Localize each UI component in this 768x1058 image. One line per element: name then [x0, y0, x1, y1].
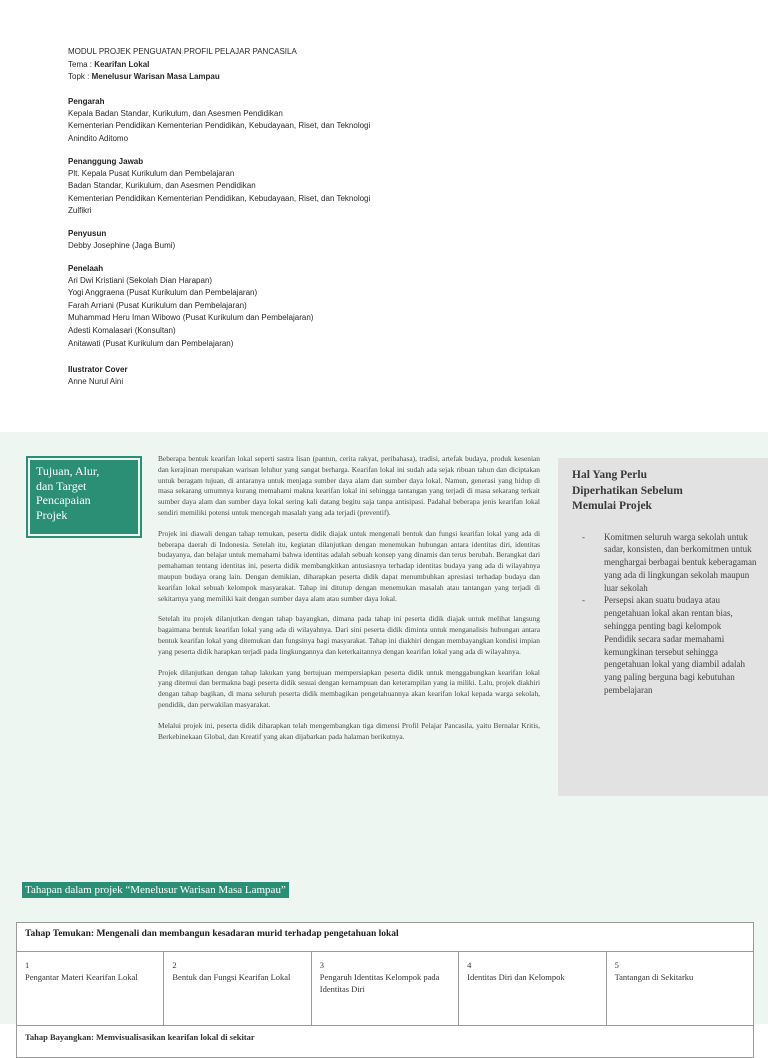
module-title: MODUL PROJEK PENGUATAN PROFIL PELAJAR PANCASILA — [68, 47, 297, 56]
dash-bullet: - — [582, 531, 585, 542]
sidebar-title-line: Diperhatikan Sebelum — [572, 484, 683, 497]
paragraph: Beberapa bentuk kearifan lokal seperti sastra lisan (pantun, cerita rakyat, peribahasa), tradisi, artefak budaya, produk kesenian dan kerajinan merupakan warisan leluhur yang sangat berharga. Kearifan lokal ini sudah ada sejak ribuan tahun dan diciptakan untuk beragam tujuan, di antaranya untuk menjaga sumber daya alam dan sumber daya lokal. Namun, generasi yang hidup di masa sekarang umumnya kurang memahami makna kearifan lokal ini sehingga tantangan yang terjadi di masa sekarang terkait sumber daya alam dan sumber daya lokal sering kali datang begitu saja tanpa antisipasi. Padahal beberapa jenis kearifan lokal sendiri memiliki potensi untuk mencegah masalah yang ada terjadi (preventif). — [158, 454, 540, 517]
body-text — [158, 454, 540, 752]
paragraph: Setelah itu projek dilanjutkan dengan tahap bayangkan, dimana pada tahap ini peserta didik diajak untuk melihat langsung bagaimana bentuk kearifan lokal yang ada di wilayahnya. Dari sini peserta didik diminta untuk menganalisis hubungan antara bentuk kearifan lokal yang ditemukan dan fungsinya bagi masyarakat. Tahap ini diakhiri dengan membayangkan kondisi impian yang peserta didik harapkan terjadi pada lingkungannya dan keterkaitannya dengan kearifan lokal yang ada di wilayahnya. — [158, 614, 540, 656]
tema-line — [68, 59, 708, 72]
section-line: Ari Dwi Kristiani (Sekolah Dian Harapan) — [68, 275, 213, 285]
section-line: Adesti Komalasari (Konsultan) — [68, 325, 176, 335]
note-text: Persepsi akan suatu budaya atau pengetahuan lokal akan rentan bias, sehingga penting bagi kelompok — [604, 595, 733, 632]
note-item — [566, 633, 762, 697]
credits-page — [0, 0, 768, 432]
step-number: 4 — [467, 960, 472, 970]
section-line: Anindito Aditomo — [68, 133, 129, 143]
sidebar-title-line: Hal Yang Perlu — [572, 469, 647, 481]
table-row — [17, 952, 754, 1026]
credits-block — [68, 46, 708, 389]
table-cell — [17, 952, 164, 1026]
heading-line: dan Target — [36, 478, 87, 493]
table-cell — [164, 952, 311, 1026]
heading-line: Pencapaian — [36, 493, 91, 507]
step-number: 2 — [172, 960, 177, 970]
section-heading-box — [26, 456, 142, 538]
dash-bullet: - — [582, 595, 585, 606]
section-line: Farah Arriani (Pusat Kurikulum dan Pembelajaran) — [68, 300, 247, 310]
step-number: 1 — [25, 960, 30, 970]
heading-line: Tujuan, Alur, — [36, 464, 100, 478]
step-title: Identitas Diri dan Kelompok — [467, 972, 565, 982]
section-title: Penanggung Jawab — [68, 156, 144, 166]
section-title: Ilustrator Cover — [68, 365, 128, 375]
stages-table — [16, 922, 754, 1058]
section-penelaah — [68, 263, 708, 351]
section-line: Kementerian Pendidikan Kementerian Pendidikan, Kebudayaan, Riset, dan Teknologi — [68, 193, 371, 203]
section-line: Anne Nurul Aini — [68, 377, 124, 387]
section-title: Penyusun — [68, 228, 107, 238]
tema-label: Tema : — [68, 59, 95, 69]
note-text: Pendidik secara sadar memahami kemungkinan tersebut sehingga pengetahuan lokal yang diambil adalah yang paling berguna bagi kebutuhan pembelajaran — [604, 633, 745, 696]
paragraph: Projek ini diawali dengan tahap temukan, peserta didik diajak untuk mengenali bentuk dan fungsi kearifan lokal yang ada di beberapa daerah di Indonesia. Setelah itu, kegiatan dilanjutkan dengan menemukan hubungan antara identitas diri, identitas budayanya, dan belajar untuk memahami bahwa identitas adalah sebuah konsep yang dinamis dan terus berubah. Berangkat dari pemahaman tentang identitas ini, peserta didik membangkitkan antusiasnya terhadap identitas budaya yang ada di wilayahnya maupun budaya orang lain. Dengan demikian, diharapkan peserta didik dapat menumbuhkan apresiasi terhadap budaya dan kearifan lokal sebuah kelompok masyarakat. Tahap ini ditutup dengan menemukan masalah atau tantangan yang terjadi di sekitarnya yang memiliki kait dengan sumber daya alam atau sumber daya lokal. — [158, 528, 540, 603]
notes-sidebar — [558, 458, 768, 796]
section-penanggung-jawab — [68, 156, 708, 218]
table-cell — [459, 952, 606, 1026]
section-line: Plt. Kepala Pusat Kurikulum dan Pembelajaran — [68, 168, 235, 178]
topik-value: Menelusur Warisan Masa Lampau — [91, 72, 220, 82]
notes-list — [566, 531, 762, 697]
paragraph: Melalui projek ini, peserta didik diharapkan telah mengembangkan tiga dimensi Profil Pelajar Pancasila, yaitu Bernalar Kritis, Berkebinekaan Global, dan Kreatif yang akan dijabarkan pada halaman berikutnya. — [158, 720, 540, 741]
section-line: Badan Standar, Kurikulum, dan Asesmen Pendidikan — [68, 181, 256, 191]
section-title: Pengarah — [68, 96, 105, 106]
table-next-header-row — [17, 1026, 754, 1058]
step-number: 3 — [319, 960, 325, 970]
note-text: Komitmen seluruh warga sekolah untuk sadar, konsisten, dan berkomitmen untuk menghargai berbagai bentuk keberagaman yang ada di lingkungan sekolah maupun luar sekolah — [604, 531, 757, 593]
table-cell — [606, 952, 753, 1026]
section-line: Debby Josephine (Jaga Bumi) — [68, 240, 176, 250]
section-pengarah — [68, 96, 708, 146]
section-line: Kepala Badan Standar, Kurikulum, dan Asesmen Pendidikan — [68, 108, 283, 118]
paragraph: Projek dilanjutkan dengan tahap lakukan yang bertujuan mempersiapkan peserta didik untuk menggabungkan kearifan lokal yang ditemui dan bermakna bagi peserta didik sesuai dengan kemampuan dan keterampilan yang ia miliki. Lalu, projek diakhiri dengan tahap bagikan, di mana seluruh peserta didik membagikan pengetahuannya akan kearifan lokal kepada warga sekolah, pendidik, dan perwakilan masyarakat. — [158, 667, 540, 709]
step-title: Tantangan di Sekitarku — [614, 972, 694, 982]
section-line: Anitawati (Pusat Kurikulum dan Pembelajaran) — [68, 338, 234, 348]
step-number: 5 — [614, 960, 619, 970]
section-ilustrator — [68, 364, 708, 389]
section-penyusun — [68, 228, 708, 253]
page-tujuan-alur — [0, 432, 768, 1042]
sidebar-title-line: Memulai Projek — [572, 500, 652, 512]
topik-line — [68, 71, 708, 84]
tema-value: Kearifan Lokal — [94, 59, 150, 69]
step-title: Pengaruh Identitas Kelompok pada Identitas Diri — [319, 972, 440, 994]
step-title: Pengantar Materi Kearifan Lokal — [25, 972, 138, 982]
note-item — [566, 594, 762, 632]
stages-heading: Tahapan dalam projek “Menelusur Warisan Masa Lampau” — [22, 882, 289, 898]
table-header-row — [17, 923, 754, 952]
section-line: Zulfikri — [68, 206, 92, 216]
section-line: Muhammad Heru Iman Wibowo (Pusat Kurikulum dan Pembelajaran) — [68, 313, 314, 323]
table-header: Tahap Temukan: Mengenali dan membangun kesadaran murid terhadap pengetahuan lokal — [17, 923, 754, 952]
note-item — [566, 531, 762, 595]
table-next-header: Tahap Bayangkan: Memvisualisasikan kearifan lokal di sekitar — [17, 1026, 754, 1058]
step-title: Bentuk dan Fungsi Kearifan Lokal — [172, 972, 291, 982]
topik-label: Topk : — [68, 72, 92, 82]
section-title: Penelaah — [68, 263, 104, 273]
section-line: Kementerian Pendidikan Kementerian Pendidikan, Kebudayaan, Riset, dan Teknologi — [68, 121, 371, 131]
heading-line: Projek — [36, 507, 68, 522]
section-line: Yogi Anggraena (Pusat Kurikulum dan Pembelajaran) — [68, 288, 258, 298]
table-cell — [311, 952, 458, 1026]
